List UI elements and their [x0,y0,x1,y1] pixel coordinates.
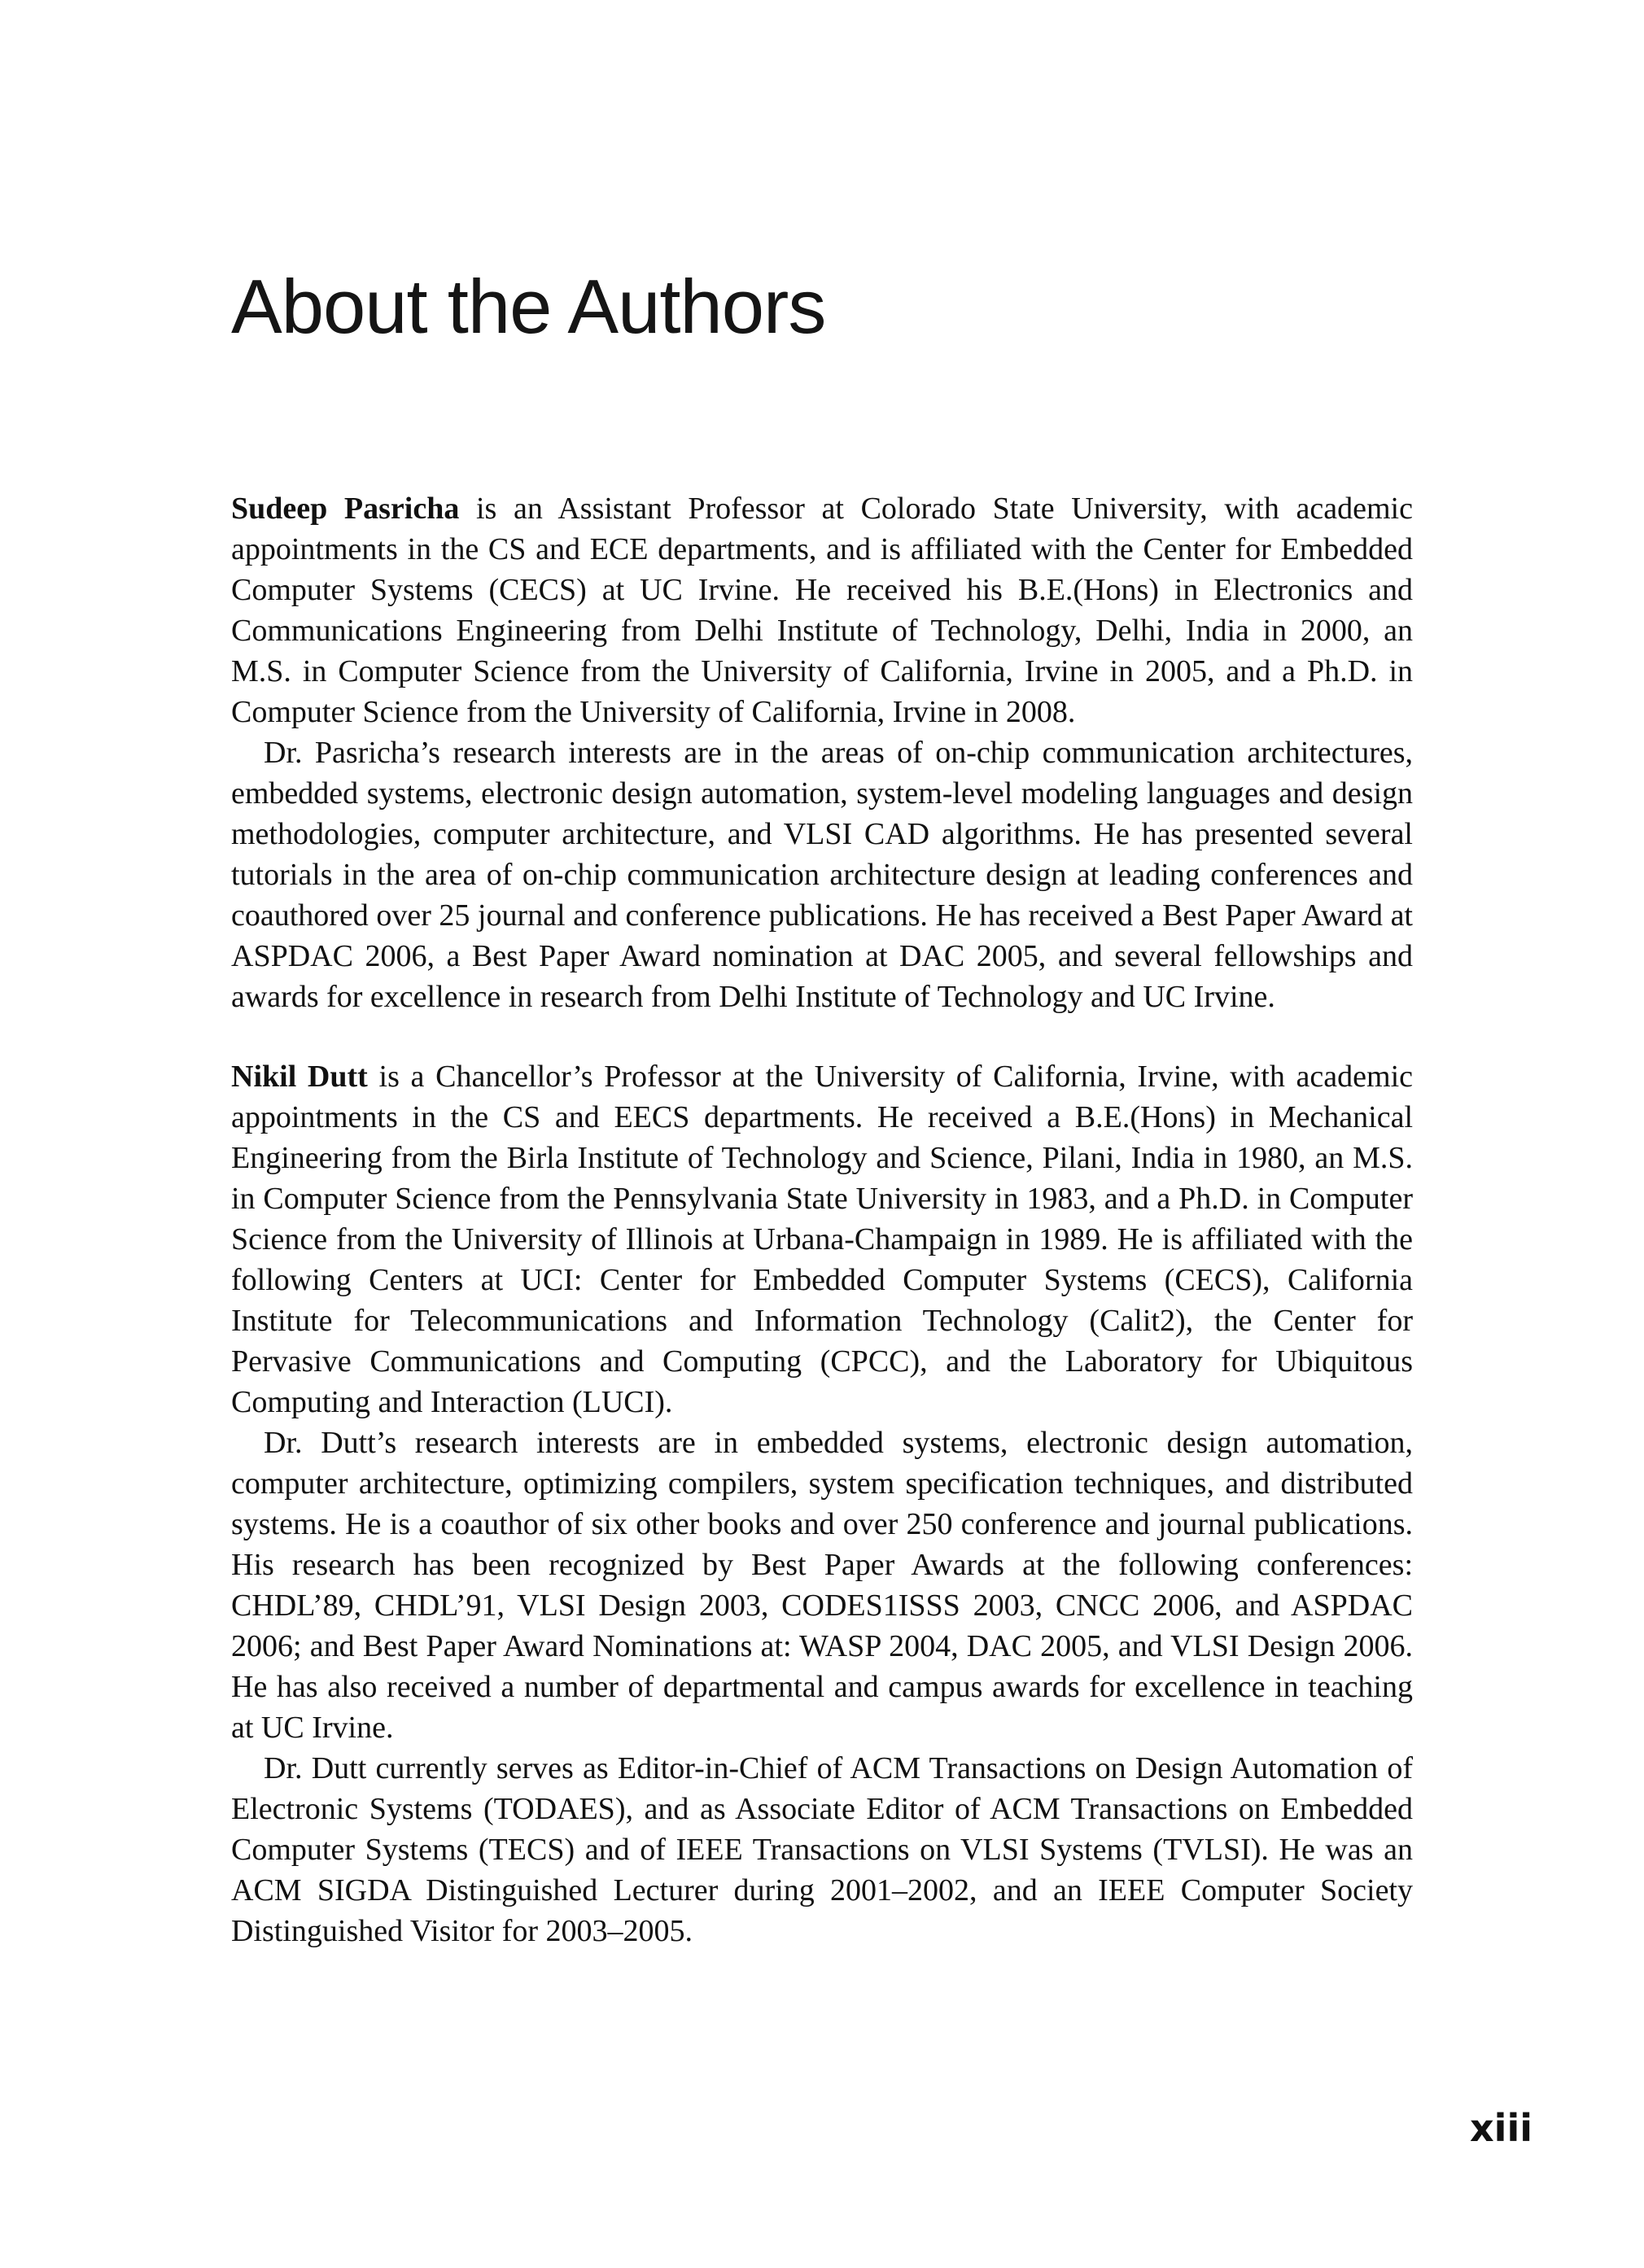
bio-text: is an Assistant Professor at Colorado State University, with academic appointments in the CS and ECE departments, and is affiliated with the Center for Embedded Computer Systems (CECS) at UC Irvine. He received his B.E.(Hons) in Electronics and Communications Engineering from Delhi Institute of Technology, Delhi, India in 2000, an M.S. in Computer Science from the University of California, Irvine in 2005, and a Ph.D. in Computer Science from the University of California, Irvine in 2008. [231,492,1413,729]
authors-body [231,488,1413,1951]
author-bio-pasricha [231,488,1413,1017]
page-title: About the Authors [231,264,826,349]
author-bio-dutt [231,1056,1413,1951]
page-number: xiii [1470,2106,1533,2150]
bio-paragraph: Dr. Dutt currently serves as Editor-in-Chief of ACM Transactions on Design Automation of Electronic Systems (TODAES), and as Associate Editor of ACM Transactions on Embedded Computer Systems (TECS) and of IEEE Transactions on VLSI Systems (TVLSI). He was an ACM SIGDA Distinguished Lecturer during 2001–2002, and an IEEE Computer Society Distinguished Visitor for 2003–2005. [231,1751,1413,1948]
bio-paragraph: Dr. Pasricha’s research interests are in the areas of on-chip communication architectures, embedded systems, electronic design automation, system-level modeling languages and design methodologies, computer architecture, and VLSI CAD algorithms. He has presented several tutorials in the area of on-chip communication architecture design at leading conferences and coauthored over 25 journal and conference publications. He has received a Best Paper Award at ASPDAC 2006, a Best Paper Award nomination at DAC 2005, and several fellowships and awards for excellence in research from Delhi Institute of Technology and UC Irvine. [231,736,1413,1014]
author-name: Nikil Dutt [231,1060,368,1094]
bio-paragraph [231,1056,1413,1422]
bio-paragraph: Dr. Dutt’s research interests are in embedded systems, electronic design automation, computer architecture, optimizing compilers, system specification techniques, and distributed systems. He is a coauthor of six other books and over 250 conference and journal publications. His research has been recognized by Best Paper Awards at the following conferences: CHDL’89, CHDL’91, VLSI Design 2003, CODES1ISSS 2003, CNCC 2006, and ASPDAC 2006; and Best Paper Award Nominations at: WASP 2004, DAC 2005, and VLSI Design 2006. He has also received a number of departmental and campus awards for excellence in teaching at UC Irvine. [231,1426,1413,1745]
author-name: Sudeep Pasricha [231,492,460,526]
bio-paragraph [231,488,1413,732]
bio-text: is a Chancellor’s Professor at the University of California, Irvine, with academic appointments in the CS and EECS departments. He received a B.E.(Hons) in Mechanical Engineering from the Birla Institute of Technology and Science, Pilani, India in 1980, an M.S. in Computer Science from the Pennsylvania State University in 1983, and a Ph.D. in Computer Science from the University of Illinois at Urbana-Champaign in 1989. He is affiliated with the following Centers at UCI: Center for Embedded Computer Systems (CECS), California Institute for Telecommunications and Information Technology (Calit2), the Center for Pervasive Communications and Computing (CPCC), and the Laboratory for Ubiquitous Computing and Interaction (LUCI). [231,1060,1413,1419]
